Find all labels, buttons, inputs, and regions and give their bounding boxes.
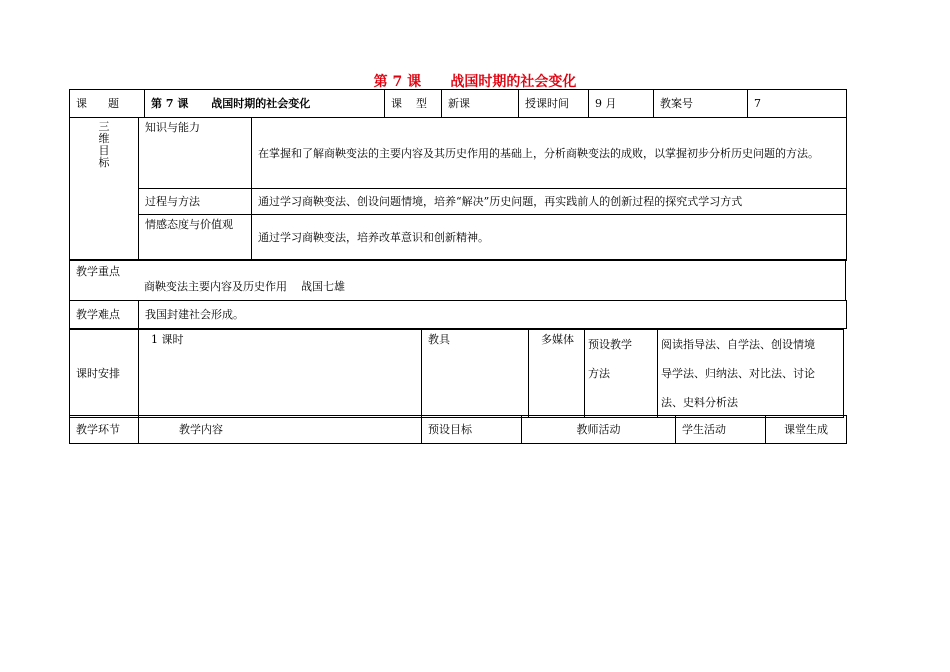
goal-label: 过程与方法: [139, 189, 252, 215]
objective-header: 预设目标: [422, 416, 522, 444]
method-line: 阅读指导法、自学法、创设情境: [661, 338, 815, 351]
student-header: 学生活动: [676, 416, 766, 444]
goals-char: 维: [98, 132, 110, 145]
type-value: 新课: [442, 90, 519, 118]
tools-label: 教具: [422, 330, 529, 418]
schedule-value: 1 课时: [139, 330, 422, 418]
goals-char: 三: [98, 120, 110, 133]
goals-char: 标: [98, 156, 110, 169]
tools-value: 多媒体: [529, 330, 585, 418]
methods-list: [658, 330, 844, 418]
type-label: 课 型: [385, 90, 442, 118]
teacher-header: 教师活动: [522, 416, 676, 444]
goal-content: 在掌握和了解商鞅变法的主要内容及其历史作用的基础上，分析商鞅变法的成败，以掌握初步分析历史问题的方法。: [252, 118, 847, 189]
goal-content: 通过学习商鞅变法、创设问题情境，培养“解决”历史问题，再实践前人的创新过程的探究式学习方式: [252, 189, 847, 215]
method-label-line: 方法: [588, 367, 610, 380]
key-points-label: 教学重点: [76, 265, 120, 278]
key-points-content: 商鞅变法主要内容及历史作用 战国七雄: [144, 280, 345, 293]
method-line: 导学法、归纳法、对比法、讨论: [661, 367, 815, 380]
plan-no-label: 教案号: [654, 90, 748, 118]
step-header: 教学环节: [70, 416, 139, 444]
goals-section-label: [70, 118, 139, 261]
header-table: [69, 89, 847, 118]
key-points-row: [70, 260, 846, 301]
process-header-table: [69, 415, 847, 444]
method-label-line: 预设教学: [588, 338, 632, 351]
goals-table: [69, 117, 847, 261]
difficulties-table: [69, 300, 847, 329]
time-value: 9 月: [589, 90, 654, 118]
goal-label: 知识与能力: [139, 118, 252, 189]
topic-label: 课 题: [70, 90, 145, 118]
goal-content: 通过学习商鞅变法，培养改革意识和创新精神。: [252, 215, 847, 261]
method-line: 法、史料分析法: [661, 396, 738, 409]
schedule-label: 课时安排: [70, 330, 139, 418]
content-header: 教学内容: [139, 416, 422, 444]
schedule-table: [69, 329, 844, 418]
topic-value: 第 7 课 战国时期的社会变化: [145, 90, 385, 118]
goal-label: 情感态度与价值观: [139, 215, 252, 261]
page-title: 第 7 课 战国时期的社会变化: [373, 74, 577, 90]
method-label: [585, 330, 658, 418]
plan-no-value: 7: [748, 90, 847, 118]
goals-char: 目: [98, 144, 110, 157]
key-points-table: [69, 259, 846, 301]
difficulties-content: 我国封建社会形成。: [139, 301, 847, 329]
time-label: 授课时间: [519, 90, 589, 118]
difficulties-label: 教学难点: [70, 301, 139, 329]
outcome-header: 课堂生成: [766, 416, 847, 444]
